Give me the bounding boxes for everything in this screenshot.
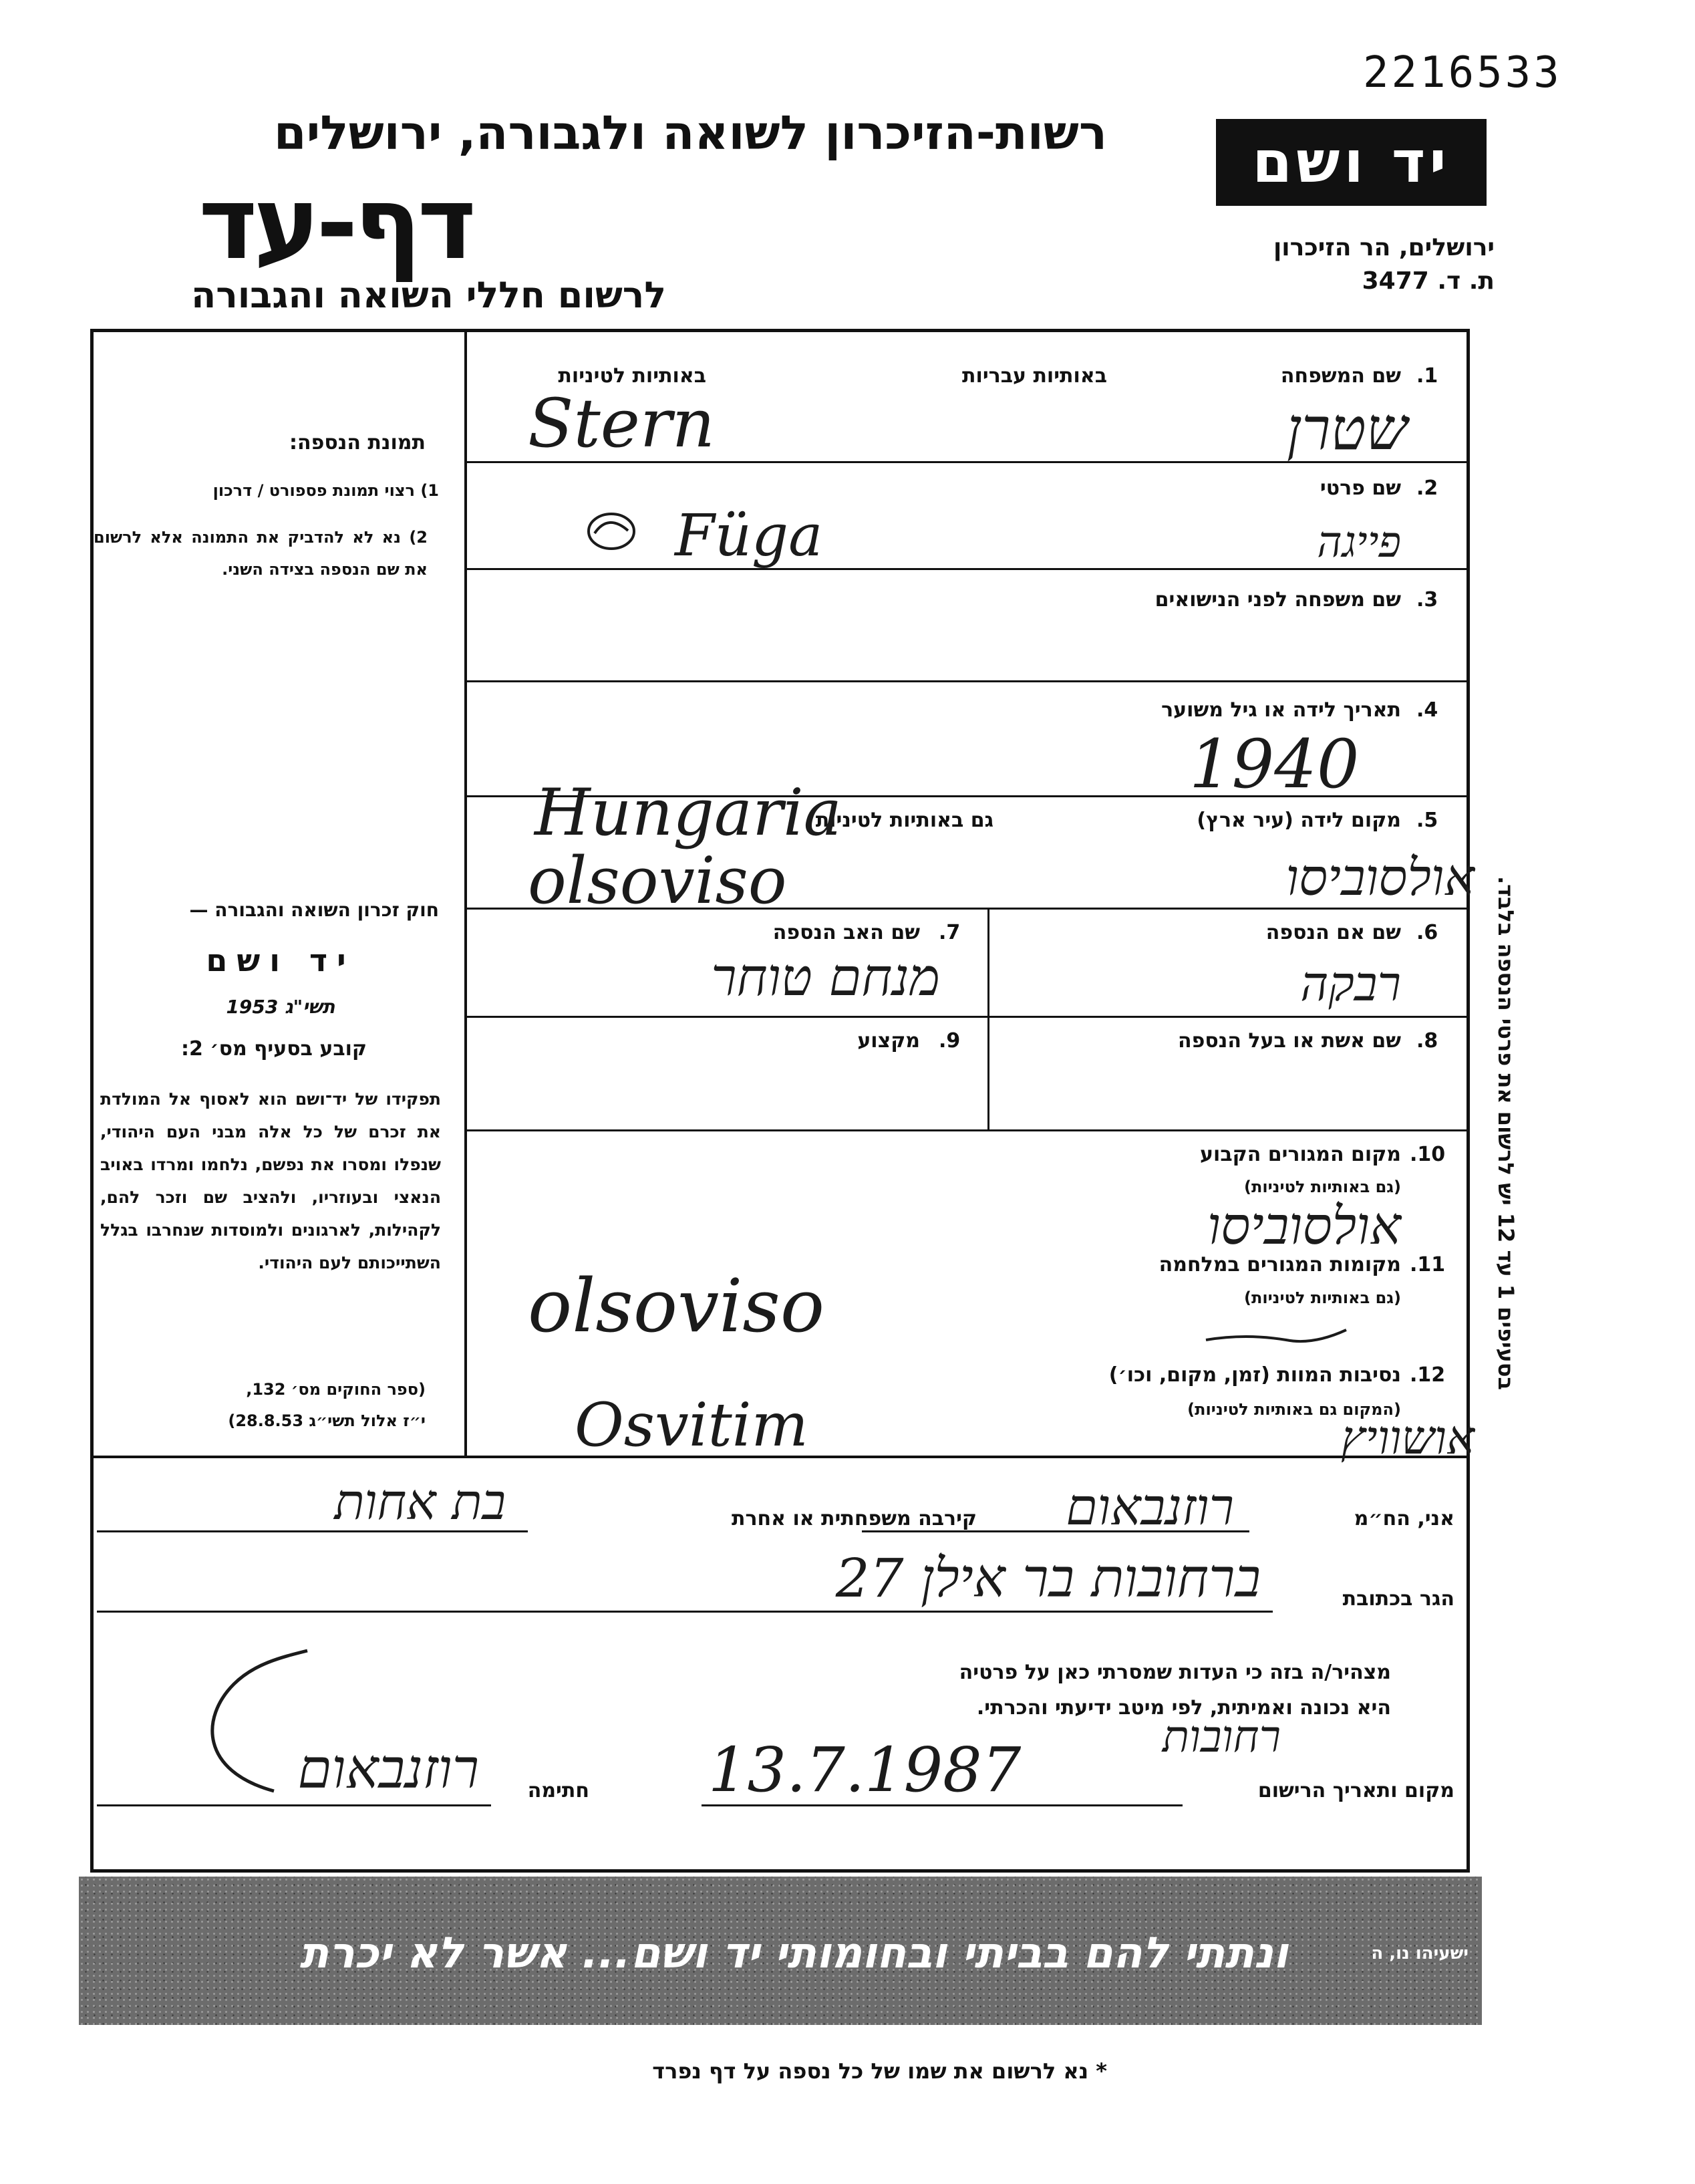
field-3-label: שם משפחה לפני הנישואים — [1154, 588, 1401, 611]
vertical-note: בסעיפים 1 עד 12 יש לרשום את פרטי הנספה בלבד. — [1493, 875, 1519, 1390]
field-2-label: שם פרטי — [1320, 476, 1401, 500]
law-clause: קובע בסעיף מס׳ 2: — [180, 1037, 367, 1061]
family-name-hebrew: שטרן — [1286, 394, 1408, 463]
field-11-note: (גם באותיות לטיניות) — [1244, 1288, 1401, 1307]
law-name: יד ושם — [206, 942, 355, 978]
place-date-label: מקום ותאריך הרישום — [1257, 1779, 1454, 1802]
yad-vashem-logo — [1216, 119, 1487, 206]
field-12-number: 12. — [1410, 1363, 1446, 1387]
signature-flourish — [174, 1637, 334, 1798]
birth-place-hebrew: אולסוביסו — [1285, 847, 1475, 907]
registration-place: רחובות — [1162, 1711, 1281, 1762]
birth-country: Hungaria — [534, 775, 842, 850]
field-10-label: מקום המגורים הקבוע — [1200, 1143, 1401, 1166]
circled-mark-icon — [581, 508, 641, 555]
law-source: (ספר החוקים מס׳ 132, — [246, 1380, 426, 1399]
birth-place-latin: olsoviso — [528, 843, 787, 918]
field-5-label: מקום לידה (עיר ארץ) — [1197, 809, 1401, 832]
field-7-label: שם האב הנספה — [772, 921, 920, 944]
death-place-hebrew: אושוויץ — [1340, 1410, 1475, 1465]
permanent-residence: אולסוביסו — [1207, 1196, 1401, 1256]
relation-label: קירבה משפחתית או אחרת — [732, 1507, 977, 1530]
signature-label: חתימה — [527, 1779, 589, 1802]
address-line-2: ת. ד. 3477 — [1362, 267, 1495, 295]
separator — [466, 680, 1470, 682]
field-10-number: 10. — [1410, 1143, 1446, 1166]
field-7-number: 7. — [939, 921, 961, 944]
field-4-number: 4. — [1416, 698, 1438, 722]
law-year: תשי"ג 1953 — [226, 996, 335, 1018]
field-6-label: שם אם הנספה — [1265, 921, 1401, 944]
field-5-latin-note: גם באותיות לטיניות — [815, 809, 993, 832]
birth-year: 1940 — [1189, 725, 1360, 803]
signature-line — [97, 1804, 491, 1806]
separator — [466, 1129, 1470, 1131]
statement-1: מצהיר/ה בזה כי העדות שמסרתי כאן על פרטיה — [959, 1661, 1391, 1684]
separator — [987, 908, 989, 1129]
field-10-note: (גם באותיות לטיניות) — [1244, 1178, 1401, 1196]
signature: רוזנבאום — [297, 1738, 479, 1801]
field-9-label: מקצוע — [857, 1029, 920, 1053]
father-name: מנחם טוחר — [711, 948, 940, 1008]
logo-text: יד ושם — [1252, 129, 1450, 196]
latin-letters-label: באותיות לטיניות — [558, 364, 706, 388]
law-date: י״ז אלול תשי״ג 28.8.53) — [228, 1411, 426, 1430]
law-text: תפקידו של יד־ושם הוא לאסוף אל המולדת את זכרם של כל אלה מבני העם היהודי, שנפלו ומסרו את נפשם, נלחמו ומרדו באויב הנאצי ובעוזריו, ולהציב שם וזכר להם, לקהילות, לארגונים ולמוסדות שנחרבו בגלל השתייכותם לעם היהודי. — [100, 1089, 441, 1272]
quote-banner — [79, 1877, 1482, 2025]
wartime-residence: olsoviso — [528, 1263, 825, 1349]
handwritten-stroke — [1203, 1323, 1350, 1350]
relation-value: בת אחות — [334, 1474, 506, 1531]
mother-name: רבקה — [1300, 956, 1401, 1012]
photo-instruction-2: 2) נא לא להדביק את התמונה אלא לרשום את שם הנספה בצידה השני. — [94, 528, 428, 579]
family-name-latin: Stern — [528, 384, 716, 462]
declarant-label: אני, הח״מ — [1354, 1507, 1454, 1530]
footer-note: * נא לרשום את שמו של כל נספה על דף נפרד — [652, 2058, 1107, 2084]
field-12-label: נסיבות המוות (זמן, מקום, וכו׳) — [1108, 1363, 1401, 1387]
field-8-number: 8. — [1416, 1029, 1438, 1053]
address-value: ברחובות בר אילן 27 — [835, 1547, 1261, 1609]
address-line-1: ירושלים, הר הזיכרון — [1273, 234, 1495, 261]
address-line — [97, 1611, 1273, 1613]
field-4-label: תאריך לידה או גיל משוער — [1161, 698, 1401, 722]
photo-title: תמונת הנספה: — [289, 431, 426, 454]
banner-quote: ונתתי להם בביתי ובחומותי יד ושם... אשר לא יכרת — [299, 1929, 1288, 1978]
field-11-number: 11. — [1410, 1253, 1446, 1276]
field-1-label: שם המשפחה — [1280, 364, 1401, 388]
address-label: הגר בכתובת — [1342, 1587, 1454, 1611]
statement-2: היא נכונה ואמיתית, לפי מיטב ידיעתי והכרתי. — [976, 1696, 1391, 1720]
document-number: 2216533 — [1363, 48, 1562, 98]
declarant-name: רוזנבאום — [1066, 1477, 1234, 1536]
field-12-note: (המקום גם באותיות לטיניות) — [1187, 1400, 1401, 1419]
law-heading: חוק זכרון השואה והגבורה — — [189, 899, 439, 921]
field-8-label: שם אשת או בעל הנספה — [1178, 1029, 1401, 1053]
banner-source: ישעיהו נו, ה — [1371, 1943, 1469, 1963]
separator — [466, 568, 1470, 570]
first-name-hebrew: פייגה — [1317, 518, 1401, 567]
authority-title: רשות-הזיכרון לשואה ולגבורה, ירושלים — [273, 106, 1107, 160]
first-name-latin: Füga — [675, 503, 823, 569]
hebrew-letters-label: באותיות עבריות — [962, 364, 1107, 388]
photo-instruction-1: 1) רצוי תמונת פספורט / דרכון — [212, 481, 439, 500]
form-subtitle: לרשום חללי השואה והגבורה — [191, 274, 666, 316]
separator — [466, 1016, 1470, 1018]
field-5-number: 5. — [1416, 809, 1438, 832]
field-2-number: 2. — [1416, 476, 1438, 500]
death-place-latin: Osvitim — [575, 1390, 808, 1460]
field-6-number: 6. — [1416, 921, 1438, 944]
field-3-number: 3. — [1416, 588, 1438, 611]
column-divider — [464, 329, 467, 1458]
registration-date: 13.7.1987 — [708, 1734, 1022, 1806]
field-1-number: 1. — [1416, 364, 1438, 388]
form-title: דף-עד — [198, 166, 472, 282]
field-9-number: 9. — [939, 1029, 961, 1053]
field-11-label: מקומות המגורים במלחמה — [1159, 1253, 1401, 1276]
